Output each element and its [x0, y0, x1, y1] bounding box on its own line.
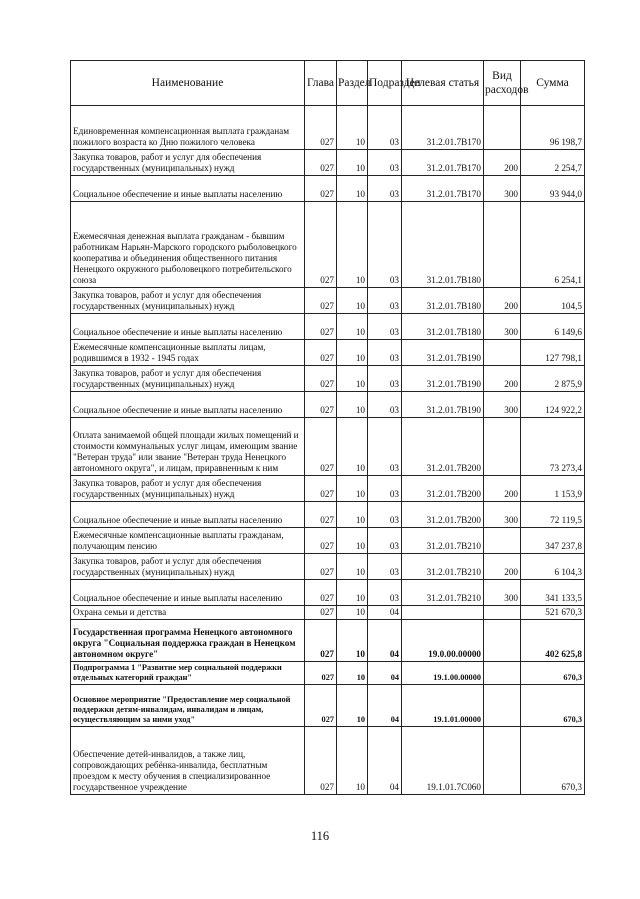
cell-razdel: 10: [337, 418, 368, 476]
cell-name: Государственная программа Ненецкого автономного округа "Социальная поддержка граждан в Ненецком автономном округе": [71, 620, 305, 662]
cell-name: Охрана семьи и детства: [71, 606, 305, 620]
cell-vid: 200: [484, 150, 521, 176]
cell-podrazdel: 03: [368, 366, 402, 392]
cell-sum: 2 254,7: [521, 150, 585, 176]
cell-sum: 72 119,5: [521, 502, 585, 528]
cell-name: Закупка товаров, работ и услуг для обеспечения государственных (муниципальных) нужд: [71, 150, 305, 176]
cell-target: 31.2.01.7В170: [402, 106, 484, 150]
cell-name: Оплата занимаемой общей площади жилых помещений и стоимости коммунальных услуг лицам, имеющим звание "Ветеран труда" или звание "Ветеран труда Ненецкого автономного округа", и лицам, приравненным к ним: [71, 418, 305, 476]
cell-target: 31.2.01.7В170: [402, 176, 484, 202]
cell-target: 31.2.01.7В190: [402, 392, 484, 418]
cell-podrazdel: 04: [368, 606, 402, 620]
cell-sum: 1 153,9: [521, 476, 585, 502]
cell-razdel: 10: [337, 662, 368, 685]
cell-razdel: 10: [337, 726, 368, 794]
cell-razdel: 10: [337, 580, 368, 606]
cell-target: 19.1.01.00000: [402, 684, 484, 726]
cell-vid: [484, 202, 521, 288]
table-row: [71, 106, 585, 150]
cell-name: Ежемесячные компенсационные выплаты гражданам, получающим пенсию: [71, 528, 305, 554]
table-row: [71, 662, 585, 685]
cell-sum: 124 922,2: [521, 392, 585, 418]
cell-vid: [484, 620, 521, 662]
cell-glava: 027: [305, 202, 337, 288]
cell-podrazdel: 03: [368, 150, 402, 176]
cell-razdel: 10: [337, 476, 368, 502]
cell-name: Закупка товаров, работ и услуг для обеспечения государственных (муниципальных) нужд: [71, 476, 305, 502]
cell-razdel: 10: [337, 684, 368, 726]
cell-vid: 200: [484, 554, 521, 580]
cell-podrazdel: 03: [368, 314, 402, 340]
cell-razdel: 10: [337, 106, 368, 150]
table-row: [71, 176, 585, 202]
table-row: [71, 684, 585, 726]
cell-vid: [484, 606, 521, 620]
cell-glava: 027: [305, 528, 337, 554]
cell-glava: 027: [305, 176, 337, 202]
cell-target: 31.2.01.7В210: [402, 528, 484, 554]
header-podrazdel: Подраздел: [368, 61, 402, 106]
table-row: [71, 476, 585, 502]
cell-name: Социальное обеспечение и иные выплаты населению: [71, 314, 305, 340]
table-row: [71, 726, 585, 794]
cell-vid: [484, 106, 521, 150]
cell-target: 31.2.01.7В200: [402, 476, 484, 502]
cell-sum: 6 104,3: [521, 554, 585, 580]
cell-podrazdel: 03: [368, 176, 402, 202]
header-name: Наименование: [71, 61, 305, 106]
table-row: [71, 202, 585, 288]
cell-glava: 027: [305, 662, 337, 685]
cell-name: Подпрограмма 1 "Развитие мер социальной поддержки отдельных категорий граждан": [71, 662, 305, 685]
cell-razdel: 10: [337, 502, 368, 528]
cell-vid: 200: [484, 476, 521, 502]
cell-vid: 300: [484, 176, 521, 202]
cell-target: 31.2.01.7В190: [402, 340, 484, 366]
cell-podrazdel: 03: [368, 288, 402, 314]
cell-target: 31.2.01.7В180: [402, 314, 484, 340]
cell-sum: 127 798,1: [521, 340, 585, 366]
page-number: 116: [310, 829, 330, 843]
header-sum: Сумма: [521, 61, 585, 106]
cell-podrazdel: 03: [368, 202, 402, 288]
cell-razdel: 10: [337, 314, 368, 340]
table-row: [71, 340, 585, 366]
cell-name: Социальное обеспечение и иные выплаты населению: [71, 176, 305, 202]
cell-glava: 027: [305, 476, 337, 502]
header-target: Целевая статья: [402, 61, 484, 106]
cell-sum: 73 273,4: [521, 418, 585, 476]
cell-name: Единовременная компенсационная выплата гражданам пожилого возраста ко Дню пожилого человека: [71, 106, 305, 150]
cell-sum: 402 625,8: [521, 620, 585, 662]
cell-glava: 027: [305, 106, 337, 150]
cell-podrazdel: 04: [368, 726, 402, 794]
cell-target: 31.2.01.7В200: [402, 502, 484, 528]
cell-podrazdel: 03: [368, 106, 402, 150]
cell-vid: [484, 726, 521, 794]
cell-vid: 200: [484, 288, 521, 314]
cell-name: Закупка товаров, работ и услуг для обеспечения государственных (муниципальных) нужд: [71, 288, 305, 314]
cell-target: 19.1.00.00000: [402, 662, 484, 685]
cell-podrazdel: 03: [368, 476, 402, 502]
cell-name: Закупка товаров, работ и услуг для обеспечения государственных (муниципальных) нужд: [71, 366, 305, 392]
cell-vid: 300: [484, 580, 521, 606]
cell-vid: 200: [484, 366, 521, 392]
cell-sum: 6 149,6: [521, 314, 585, 340]
cell-name: Ежемесячная денежная выплата гражданам - бывшим работникам Нарьян-Марского городского рыболовецкого кооператива и объединения общественного питания Ненецкого окружного рыболовецкого потребительского союза: [71, 202, 305, 288]
cell-vid: 300: [484, 314, 521, 340]
cell-podrazdel: 04: [368, 684, 402, 726]
cell-target: 31.2.01.7В190: [402, 366, 484, 392]
cell-name: Закупка товаров, работ и услуг для обеспечения государственных (муниципальных) нужд: [71, 554, 305, 580]
cell-razdel: 10: [337, 340, 368, 366]
cell-sum: 6 254,1: [521, 202, 585, 288]
cell-glava: 027: [305, 606, 337, 620]
cell-sum: 670,3: [521, 662, 585, 685]
cell-podrazdel: 03: [368, 580, 402, 606]
cell-podrazdel: 04: [368, 620, 402, 662]
cell-vid: [484, 684, 521, 726]
table-row: [71, 314, 585, 340]
table-row: [71, 366, 585, 392]
cell-name: Обеспечение детей-инвалидов, а также лиц, сопровождающих ребёнка-инвалида, бесплатным проездом к месту обучения в специализированное государственное учреждение: [71, 726, 305, 794]
cell-sum: 670,3: [521, 684, 585, 726]
table-row: [71, 418, 585, 476]
cell-target: 31.2.01.7В210: [402, 554, 484, 580]
cell-razdel: 10: [337, 528, 368, 554]
header-glava: Глава: [305, 61, 337, 106]
cell-podrazdel: 03: [368, 392, 402, 418]
cell-razdel: 10: [337, 392, 368, 418]
cell-sum: 521 670,3: [521, 606, 585, 620]
cell-vid: [484, 528, 521, 554]
cell-razdel: 10: [337, 150, 368, 176]
cell-sum: 104,5: [521, 288, 585, 314]
table-row: [71, 580, 585, 606]
cell-razdel: 10: [337, 620, 368, 662]
cell-glava: 027: [305, 150, 337, 176]
cell-razdel: 10: [337, 606, 368, 620]
cell-name: Социальное обеспечение и иные выплаты населению: [71, 502, 305, 528]
cell-podrazdel: 03: [368, 340, 402, 366]
cell-sum: 347 237,8: [521, 528, 585, 554]
table-row: [71, 554, 585, 580]
cell-sum: 93 944,0: [521, 176, 585, 202]
table-row: [71, 150, 585, 176]
cell-target: 19.1.01.7С060: [402, 726, 484, 794]
cell-target: 19.0.00.00000: [402, 620, 484, 662]
cell-glava: 027: [305, 418, 337, 476]
cell-glava: 027: [305, 366, 337, 392]
cell-name: Социальное обеспечение и иные выплаты населению: [71, 392, 305, 418]
cell-sum: 96 198,7: [521, 106, 585, 150]
cell-razdel: 10: [337, 288, 368, 314]
cell-glava: 027: [305, 620, 337, 662]
cell-glava: 027: [305, 502, 337, 528]
cell-name: Социальное обеспечение и иные выплаты населению: [71, 580, 305, 606]
cell-glava: 027: [305, 684, 337, 726]
header-razdel: Раздел: [337, 61, 368, 106]
cell-razdel: 10: [337, 176, 368, 202]
table-row: [71, 502, 585, 528]
table-row: [71, 620, 585, 662]
cell-razdel: 10: [337, 202, 368, 288]
budget-table: [70, 60, 585, 795]
cell-sum: 341 133,5: [521, 580, 585, 606]
cell-vid: [484, 418, 521, 476]
cell-sum: 670,3: [521, 726, 585, 794]
cell-podrazdel: 03: [368, 554, 402, 580]
cell-target: 31.2.01.7В210: [402, 580, 484, 606]
cell-razdel: 10: [337, 366, 368, 392]
cell-vid: [484, 662, 521, 685]
cell-sum: 2 875,9: [521, 366, 585, 392]
cell-glava: 027: [305, 392, 337, 418]
cell-target: [402, 606, 484, 620]
cell-target: 31.2.01.7В180: [402, 288, 484, 314]
cell-podrazdel: 04: [368, 662, 402, 685]
cell-name: Основное мероприятие "Предоставление мер социальной поддержки детям-инвалидам, инвалидам и лицам, осуществляющим за ними уход": [71, 684, 305, 726]
table-header-row: [71, 61, 585, 106]
cell-glava: 027: [305, 340, 337, 366]
table-row: [71, 392, 585, 418]
table-row: [71, 288, 585, 314]
table-row: [71, 528, 585, 554]
cell-podrazdel: 03: [368, 528, 402, 554]
cell-target: 31.2.01.7В170: [402, 150, 484, 176]
cell-glava: 027: [305, 314, 337, 340]
cell-podrazdel: 03: [368, 502, 402, 528]
table-row: [71, 606, 585, 620]
cell-target: 31.2.01.7В200: [402, 418, 484, 476]
cell-podrazdel: 03: [368, 418, 402, 476]
cell-vid: 300: [484, 502, 521, 528]
cell-vid: [484, 340, 521, 366]
cell-glava: 027: [305, 288, 337, 314]
cell-glava: 027: [305, 580, 337, 606]
header-vid: Вид расходов: [484, 61, 521, 106]
cell-glava: 027: [305, 554, 337, 580]
cell-razdel: 10: [337, 554, 368, 580]
cell-target: 31.2.01.7В180: [402, 202, 484, 288]
cell-glava: 027: [305, 726, 337, 794]
cell-name: Ежемесячные компенсационные выплаты лицам, родившимся в 1932 - 1945 годах: [71, 340, 305, 366]
cell-vid: 300: [484, 392, 521, 418]
